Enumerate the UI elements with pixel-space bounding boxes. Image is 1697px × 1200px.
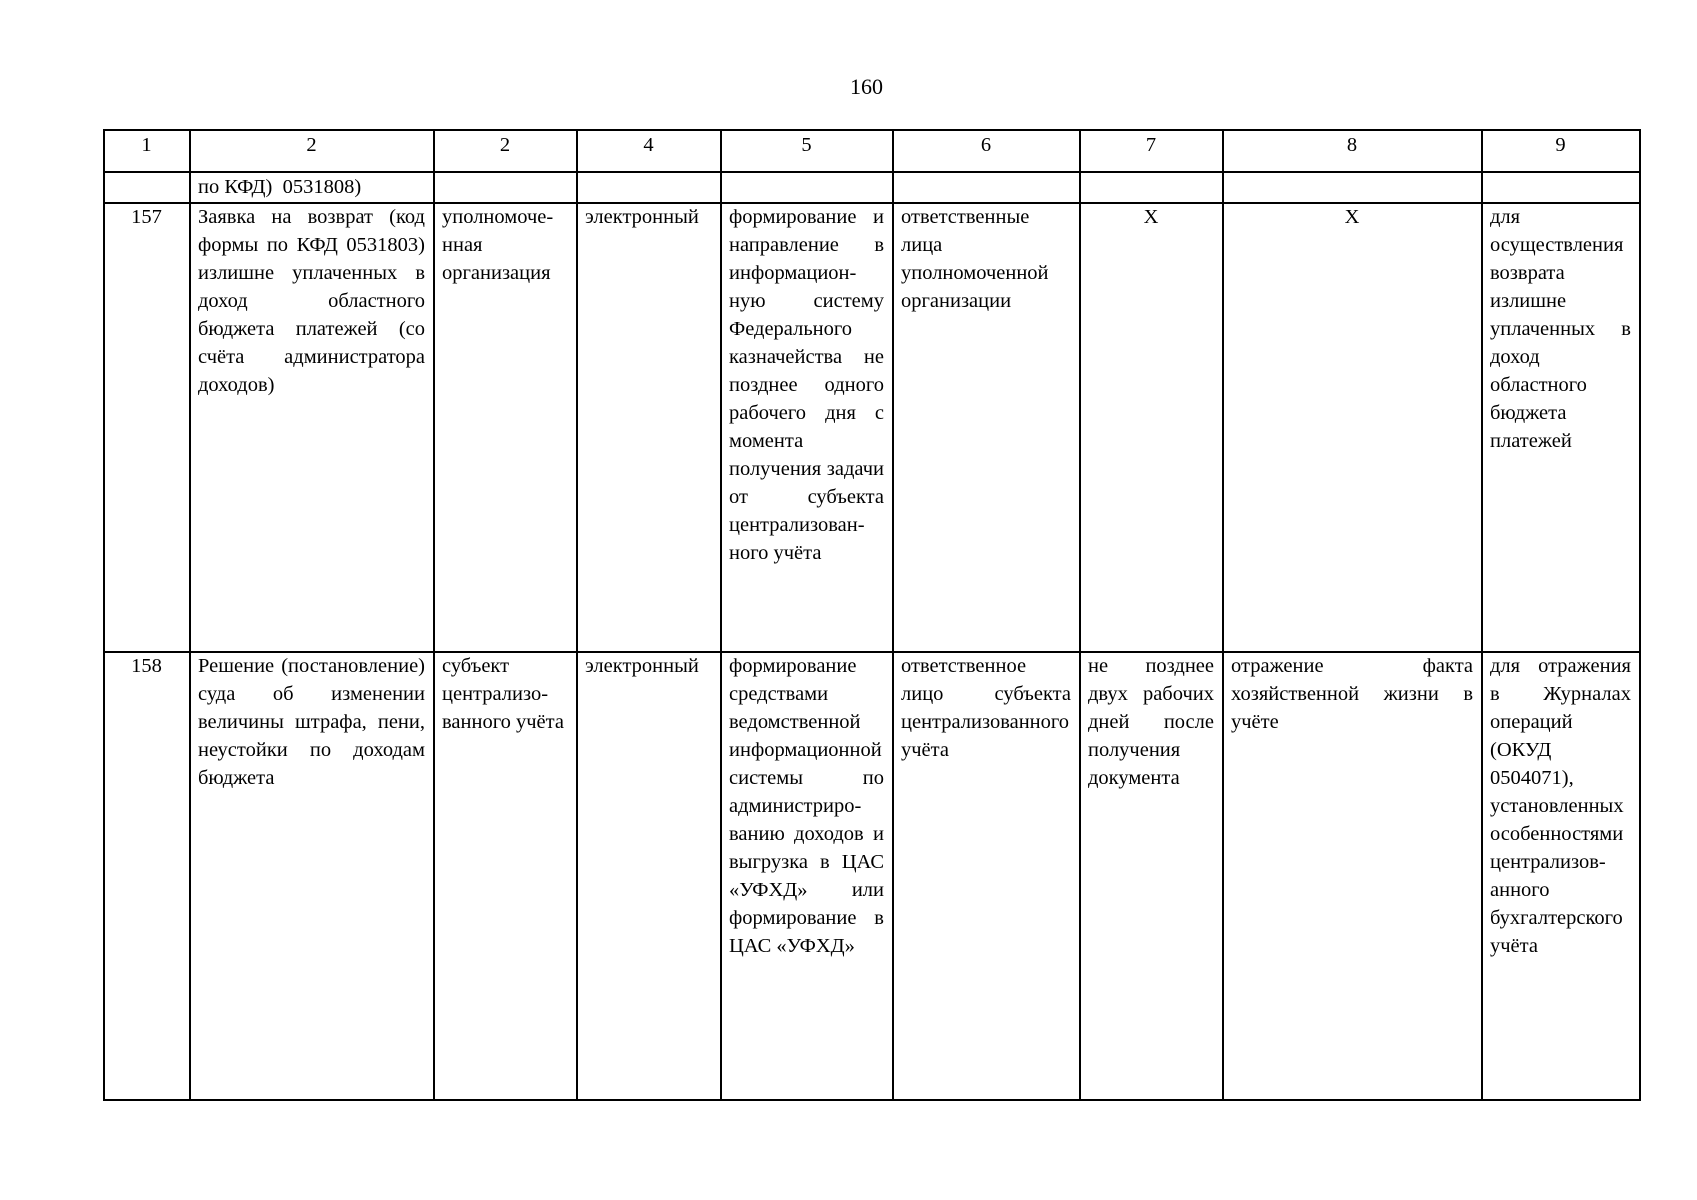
document-purpose: для отражения в Журналах операций (ОКУД 0504071), установленных особенностями централизованного бухгалтерского учёта — [1490, 655, 1631, 957]
row-number: 157 — [131, 206, 162, 228]
processing-action: отражение факта хозяйственной жизни в учёте — [1231, 655, 1473, 733]
header-cell-col9: 9 — [1555, 134, 1566, 156]
submission-deadline: Х — [1143, 206, 1159, 228]
header-cell-col3: 2 — [499, 134, 511, 156]
header-cell-col2: 2 — [306, 134, 317, 156]
header-cell-col4: 4 — [643, 134, 654, 156]
column-divider — [1222, 129, 1224, 1100]
document-format: электронный — [585, 655, 699, 677]
submission-deadline: не позднее двух рабочих дней после получения документа — [1088, 655, 1214, 789]
responsible-person: ответственные лица уполномоченной организации — [901, 206, 1049, 312]
document-creator: уполномоченная организация — [442, 206, 554, 284]
document-creator: субъект централизованного учёта — [442, 655, 564, 733]
header-cell-col5: 5 — [801, 134, 812, 156]
document-purpose: для осуществления возврата излишне уплаченных в доход областного бюджета платежей — [1490, 206, 1631, 452]
row-number: 158 — [131, 655, 162, 677]
table-border-bottom — [103, 1099, 1641, 1101]
header-cell-col1: 1 — [141, 134, 152, 156]
creation-procedure: формирование средствами ведомственной информационной системы по администрированию доходов и выгрузка в ЦАС «УФХД» или формирование в ЦАС «УФХД» — [729, 655, 884, 957]
document-name: Решение (постановление) суда об изменении величины штрафа, пени, неустойки по доходам бюджета — [198, 655, 425, 789]
table-border-right — [1639, 129, 1641, 1100]
continuation-cell-col2: по КФД) 0531808) — [198, 176, 362, 198]
creation-procedure: формирование и направление в информационную систему Федерального казначейства не позднее одного рабочего дня с момента получения задачи от субъекта централизованного учёта — [729, 206, 884, 564]
column-divider — [576, 129, 578, 1100]
processing-action: Х — [1344, 206, 1360, 228]
document-format: электронный — [585, 206, 699, 228]
document-name: Заявка на возврат (код формы по КФД 0531803) излишне уплаченных в доход областного бюджета платежей (со счёта администратора доходов) — [198, 206, 425, 396]
page-number: 160 — [850, 74, 883, 99]
header-cell-col8: 8 — [1346, 134, 1358, 156]
table-border-left — [103, 129, 105, 1100]
header-cell-col7: 7 — [1145, 134, 1157, 156]
responsible-person: ответственное лицо субъекта централизованного учёта — [901, 655, 1071, 761]
header-cell-col6: 6 — [980, 134, 992, 156]
column-divider — [1079, 129, 1081, 1100]
